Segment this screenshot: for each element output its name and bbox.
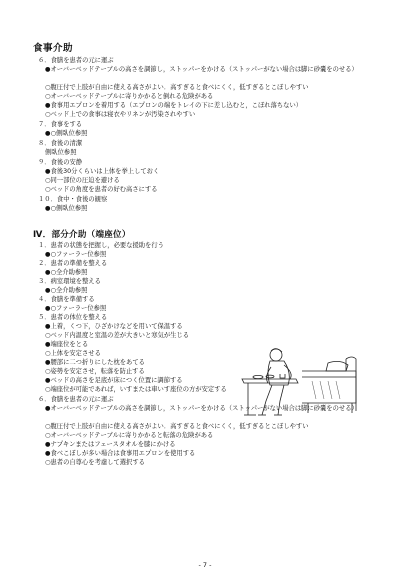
step-10-heading: １０．食中・食後の観察 (38, 196, 108, 203)
note-item: ○腹圧付で上肢が自由に使える高さがよい．高すぎると食べにくく，低すぎるとこぼしやすい (45, 423, 309, 430)
step-6-heading: ６．食膳を患者の元に運ぶ (38, 57, 114, 64)
step-1-heading: １．患者の状態を把握し，必要な援助を行う (38, 242, 164, 249)
note-item: ○同一部位の圧迫を避ける (45, 177, 120, 184)
note-item: ○オーバーベッドテーブルに寄りかかると転落の危険がある (45, 432, 214, 439)
step-6-heading: ６．食膳を患者の元に運ぶ (38, 396, 114, 403)
bullet-item: ●○全介助参照 (45, 287, 88, 294)
bullet-item: ●食後30分くらいは上体を挙上しておく (45, 168, 160, 175)
bullet-item: ●オーバーベッドテーブルの高さを調節し，ストッパーをかける（ストッパーがない場合は脚に砂嚢をのせる） (45, 405, 358, 412)
bullet-item: ●○側臥位参照 (45, 130, 88, 137)
note-item: ○ベッドの角度を患者の好む高さにする (45, 186, 158, 193)
note-item: ○腹圧付で上肢が自由に使える高さがよい．高すぎると食べにくく，低すぎるとこぼしやすい (45, 84, 309, 91)
page-title: 食事介助 (33, 43, 74, 54)
step-9-heading: ９．食後の安静 (38, 159, 83, 166)
note-item: ○端座位が可能であれば，いすまたは車いす座位の方が安定する (45, 386, 227, 393)
bullet-item: ●オーバーベッドテーブルの高さを調節し，ストッパーをかける（ストッパーがない場合は脚に砂嚢をのせる） (45, 66, 358, 73)
bullet-item: ●○全介助参照 (45, 269, 88, 276)
bullet-item: ●腰部に二つ折りにした枕をあてる (45, 359, 145, 366)
note-item: ○ベッド上での食事は寝衣やリネンが汚染されやすい (45, 111, 196, 118)
note-item: ○上体を安定させる (45, 350, 101, 357)
bullet-item: ●ベッドの高さを足底が床につく位置に調節する (45, 377, 183, 384)
bullet-item: ●食事用エプロンを着用する（エプロンの端をトレイの下に差し込むと，こぼれ落ちない） (45, 102, 303, 109)
bullet-item: ●上着，くつ下，ひざかけなどを用いて保温する (45, 323, 183, 330)
step-3-heading: ３．病室環境を整える (38, 278, 101, 285)
step-7-heading: ７．食事をする (38, 121, 83, 128)
step-4-heading: ４．食膳を準備する (38, 296, 95, 303)
note-item: ○姿勢を安定させ，転落を防止する (45, 368, 145, 375)
bullet-item: ●○側臥位参照 (45, 205, 88, 212)
reference-item: 側臥位参照 (45, 149, 77, 156)
bullet-item: ●端座位をとる (45, 341, 89, 348)
bedside-sitting-illustration (236, 341, 360, 421)
section-heading: Ⅳ．部分介助（端座位） (33, 230, 131, 240)
note-item: ○患者の自尊心を考慮して選択する (45, 459, 145, 466)
page-number: - 7 - (198, 561, 212, 569)
step-2-heading: ２．患者の準備を整える (38, 260, 108, 267)
bullet-item: ●食べこぼしが多い場合は食事用エプロンを使用する (45, 450, 196, 457)
bullet-item: ●○ファーラー位参照 (45, 305, 107, 312)
step-5-heading: ５．患者の体位を整える (38, 314, 108, 321)
bullet-item: ●○ファーラー位参照 (45, 251, 107, 258)
step-8-heading: ８．食後の清潔 (38, 140, 83, 147)
bullet-item: ●ナプキンまたはフェースタオルを膝にかける (45, 441, 176, 448)
note-item: ○ベッド内温度と室温の差が大きいと寒気が生じる (45, 332, 190, 339)
note-item: ○オーバーベッドテーブルに寄りかかると倒れる危険がある (45, 93, 214, 100)
